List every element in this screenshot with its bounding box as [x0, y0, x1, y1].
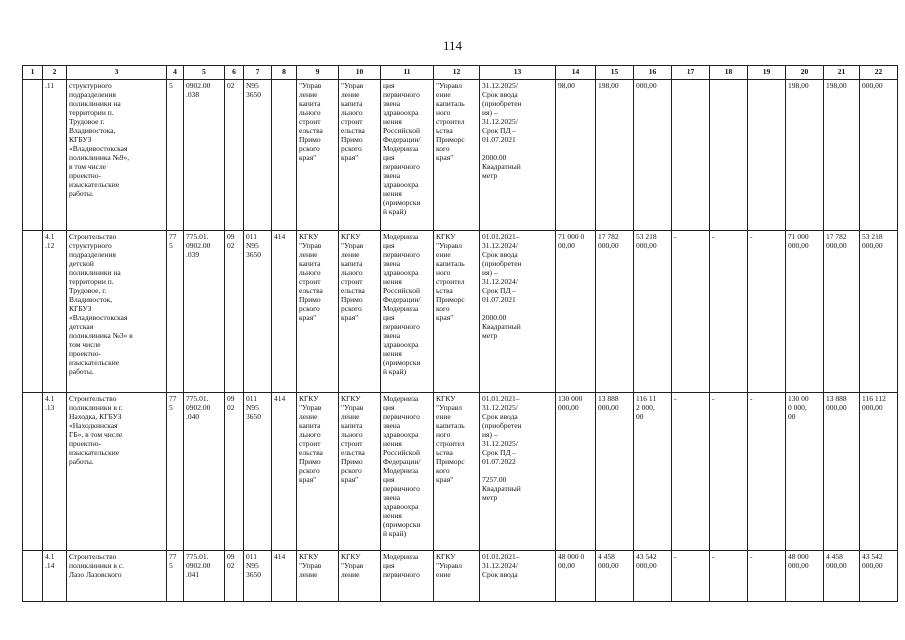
table-cell-col-13: 01.01.2021– 31.12.2024/ Срок ввода — [480, 551, 556, 602]
table-cell-col-16: 43 542 000,00 — [634, 551, 672, 602]
table-row — [23, 393, 898, 551]
table-cell-col-18: - — [710, 551, 748, 602]
table-cell-col-9: КГКУ "Управ ление капита льного строит ельства Примо рского края" — [297, 393, 339, 551]
table-cell-col-11: Модерниза ция первичного — [381, 551, 434, 602]
column-header-3: 3 — [67, 66, 167, 80]
column-header-9: 9 — [297, 66, 339, 80]
table-cell-col-3: Строительство поликлиники в с. Лазо Лазовского — [67, 551, 167, 602]
table-cell-col-9: КГКУ "Управ ление — [297, 551, 339, 602]
table-cell-col-16: 53 218 000,00 — [634, 231, 672, 393]
table-cell-col-20: 130 00 0 000, 00 — [786, 393, 824, 551]
table-cell-col-22: 000,00 — [860, 80, 898, 231]
column-header-18: 18 — [710, 66, 748, 80]
column-header-20: 20 — [786, 66, 824, 80]
column-header-12: 12 — [434, 66, 480, 80]
table-cell-col-6: 09 02 — [225, 551, 244, 602]
table-cell-col-7: 011 N95 3650 — [244, 231, 272, 393]
table-cell-col-1 — [23, 80, 43, 231]
table-cell-col-19: - — [748, 551, 786, 602]
column-header-5: 5 — [184, 66, 225, 80]
table-cell-col-8: 414 — [272, 551, 297, 602]
table-cell-col-2: 4.1 .14 — [43, 551, 67, 602]
column-header-14: 14 — [556, 66, 596, 80]
table-cell-col-6: 09 02 — [225, 393, 244, 551]
table-cell-col-3: структурного подразделения поликлиники на территории п. Трудовое г. Владивостока, КГБУЗ «Владивостокская поликлиника №9», в том числе проектно- изыскательские работы. — [67, 80, 167, 231]
table-cell-col-7: 011 N95 3650 — [244, 393, 272, 551]
column-header-2: 2 — [43, 66, 67, 80]
table-cell-col-2: 4.1 .13 — [43, 393, 67, 551]
table-cell-col-10: "Управ ление капита льного строит ельства Примо рского края" — [339, 80, 381, 231]
table-cell-col-10: КГКУ "Управ ление капита льного строит ельства Примо рского края" — [339, 231, 381, 393]
column-header-4: 4 — [167, 66, 184, 80]
header-row — [23, 66, 898, 80]
table-cell-col-17: - — [672, 393, 710, 551]
table-cell-col-5: 775.01. 0902.00 .039 — [184, 231, 225, 393]
table-cell-col-17: - — [672, 231, 710, 393]
table-cell-col-18: - — [710, 393, 748, 551]
column-header-1: 1 — [23, 66, 43, 80]
table-cell-col-7: 011 N95 3650 — [244, 551, 272, 602]
table-cell-col-20: 198,00 — [786, 80, 824, 231]
table-cell-col-12: "Управл ение капиталь ного строител ьства Приморс кого края" — [434, 80, 480, 231]
column-header-15: 15 — [596, 66, 634, 80]
table-cell-col-14: 71 000 0 00,00 — [556, 231, 596, 393]
table-cell-col-1 — [23, 231, 43, 393]
table-cell-col-10: КГКУ "Управ ление капита льного строит ельства Примо рского края" — [339, 393, 381, 551]
table-cell-col-16: 000,00 — [634, 80, 672, 231]
table-cell-col-14: 130 000 000,00 — [556, 393, 596, 551]
table-cell-col-5: 0902.00 .038 — [184, 80, 225, 231]
table-cell-col-6: 09 02 — [225, 231, 244, 393]
table-cell-col-18 — [710, 80, 748, 231]
column-header-17: 17 — [672, 66, 710, 80]
table-cell-col-15: 13 888 000,00 — [596, 393, 634, 551]
table-cell-col-6: 02 — [225, 80, 244, 231]
table-row — [23, 551, 898, 602]
table-cell-col-8: 414 — [272, 393, 297, 551]
table-cell-col-13: 01.01.2021– 31.12.2025/ Срок ввода (приобретен ия) – 31.12.2025/ Срок ПД – 01.07.2022 7257.00 Квадратный метр — [480, 393, 556, 551]
column-header-21: 21 — [824, 66, 860, 80]
table-cell-col-14: 48 000 0 00,00 — [556, 551, 596, 602]
table-row — [23, 80, 898, 231]
table-cell-col-21: 17 782 000,00 — [824, 231, 860, 393]
table-cell-col-20: 71 000 000,00 — [786, 231, 824, 393]
table-cell-col-5: 775.01. 0902.00 .040 — [184, 393, 225, 551]
table-cell-col-22: 53 218 000,00 — [860, 231, 898, 393]
table-cell-col-10: КГКУ "Управ ление — [339, 551, 381, 602]
table-cell-col-15: 4 458 000,00 — [596, 551, 634, 602]
table-cell-col-4: 5 — [167, 80, 184, 231]
table-cell-col-19 — [748, 80, 786, 231]
table-cell-col-3: Строительство структурного подразделения детской поликлиники на территории п. Трудовое, г. Владивосток, КГБУЗ «Владивостокская детская поликлиника №3» в том числе проектно- изыскательские работы. — [67, 231, 167, 393]
table-cell-col-13: 31.12.2025/ Срок ввода (приобретен ия) – 31.12.2025/ Срок ПД – 01.07.2021 2000.00 Квадратный метр — [480, 80, 556, 231]
table-cell-col-15: 198,00 — [596, 80, 634, 231]
table-cell-col-5: 775.01. 0902.00 .041 — [184, 551, 225, 602]
table-cell-col-12: КГКУ "Управл ение капиталь ного строител ьства Приморс кого края" — [434, 231, 480, 393]
table-cell-col-22: 43 542 000,00 — [860, 551, 898, 602]
table-cell-col-17 — [672, 80, 710, 231]
column-header-8: 8 — [272, 66, 297, 80]
table-cell-col-21: 4 458 000,00 — [824, 551, 860, 602]
column-header-22: 22 — [860, 66, 898, 80]
column-header-16: 16 — [634, 66, 672, 80]
page-number: 114 — [442, 38, 463, 53]
table-cell-col-21: 198,00 — [824, 80, 860, 231]
column-header-7: 7 — [244, 66, 272, 80]
column-header-13: 13 — [480, 66, 556, 80]
table-cell-col-16: 116 11 2 000, 00 — [634, 393, 672, 551]
table-cell-col-4: 77 5 — [167, 551, 184, 602]
table-cell-col-14: 98,00 — [556, 80, 596, 231]
table-cell-col-1 — [23, 393, 43, 551]
table-cell-col-13: 01.01.2021– 31.12.2024/ Срок ввода (приобретен ия) – 31.12.2024/ Срок ПД – 01.07.2021 2000.00 Квадратный метр — [480, 231, 556, 393]
table-cell-col-21: 13 888 000,00 — [824, 393, 860, 551]
table-cell-col-12: КГКУ "Управл ение — [434, 551, 480, 602]
table-cell-col-4: 77 5 — [167, 231, 184, 393]
table-cell-col-3: Строительство поликлиники в г. Находка, КГБУЗ «Находкинская ГБ», в том числе проектно- изыскательские работы. — [67, 393, 167, 551]
table-cell-col-2: 4.1 .12 — [43, 231, 67, 393]
table-cell-col-22: 116 112 000,00 — [860, 393, 898, 551]
table-cell-col-15: 17 782 000,00 — [596, 231, 634, 393]
table-cell-col-4: 77 5 — [167, 393, 184, 551]
table-row — [23, 231, 898, 393]
column-header-19: 19 — [748, 66, 786, 80]
table-cell-col-19: - — [748, 393, 786, 551]
table-cell-col-8: 414 — [272, 231, 297, 393]
column-header-10: 10 — [339, 66, 381, 80]
table-cell-col-1 — [23, 551, 43, 602]
table-cell-col-18: - — [710, 231, 748, 393]
table-cell-col-2: .11 — [43, 80, 67, 231]
table-cell-col-17: - — [672, 551, 710, 602]
table-cell-col-11: Модерниза ция первичного звена здравоохра нения Российской Федерации/ Модерниза ция первичного звена здравоохра нения (приморски й край) — [381, 231, 434, 393]
budget-table — [22, 65, 898, 602]
table-cell-col-11: Модерниза ция первичного звена здравоохра нения Российской Федерации/ Модерниза ция первичного звена здравоохра нения (приморски й край) — [381, 393, 434, 551]
table-cell-col-11: ция первичного звена здравоохра нения Российской Федерации/ Модерниза ция первичного звена здравоохра нения (приморски й край) — [381, 80, 434, 231]
table-cell-col-19: - — [748, 231, 786, 393]
table-cell-col-7: N95 3650 — [244, 80, 272, 231]
table-cell-col-12: КГКУ "Управл ение капиталь ного строител ьства Приморс кого края" — [434, 393, 480, 551]
table-cell-col-9: КГКУ "Управ ление капита льного строит ельства Примо рского края" — [297, 231, 339, 393]
table-cell-col-20: 48 000 000,00 — [786, 551, 824, 602]
column-header-6: 6 — [225, 66, 244, 80]
table-cell-col-9: "Управ ление капита льного строит ельства Примо рского края" — [297, 80, 339, 231]
table-cell-col-8 — [272, 80, 297, 231]
column-header-11: 11 — [381, 66, 434, 80]
